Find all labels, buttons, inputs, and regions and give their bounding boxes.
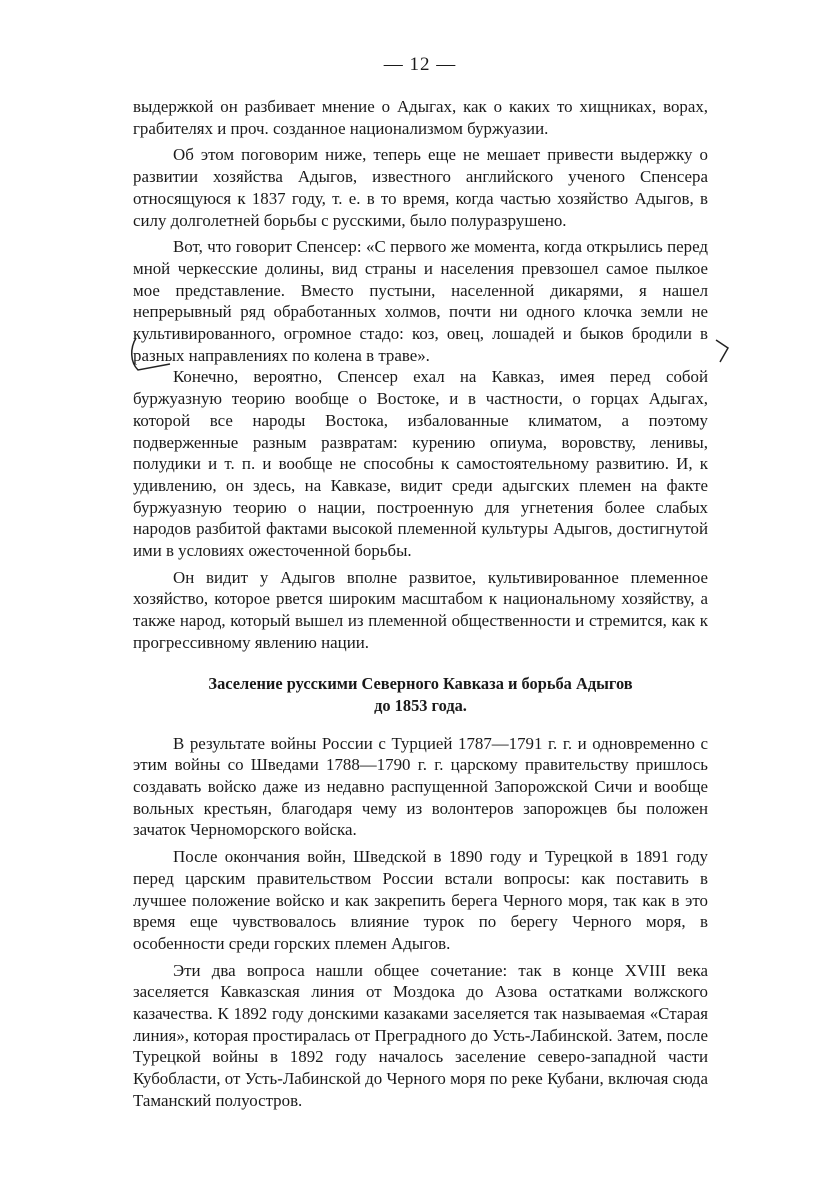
paragraph: Эти два вопроса нашли общее сочетание: так в конце XVIII века заселяется Кавказская линия от Моздока до Азова остатками волжского казачества. К 1892 году донскими казаками заселяется так называемая «Старая линия», которая простиралась от Преградного до Усть-Лабинской. Затем, после Турецкой войны в 1892 году началось заселение северо-западной части Кубобласти, от Усть-Лабинской до Черного моря по реке Кубани, включая сюда Таманский полуостров. [133, 960, 708, 1110]
section-heading [133, 673, 708, 717]
paragraph: Он видит у Адыгов вполне развитое, культивированное племенное хозяйство, которое рвется широким масштабом к национальному хозяйству, а также народ, который вышел из племенной общественности и стремится, как к прогрессивному явлению нации. [133, 567, 708, 652]
paragraph: В результате войны России с Турцией 1787—1791 г. г. и одновременно с этим войны со Шведами 1788—1790 г. г. царскому правительству пришлось создавать войско даже из недавно распущенной Запорожской Сичи и вообще вольных крестьян, благодаря чему из волонтеров запорожцев бы положен зачаток Черноморского войска. [133, 733, 708, 840]
body-text [133, 96, 708, 1112]
paragraph-spencer-quote: Вот, что говорит Спенсер: «С первого же момента, когда открылись перед мной черкесские долины, вид страны и населения превзошел самое пылкое мое представление. Вместо пустыни, населенной дикарями, я нашел непрерывный ряд обработанных холмов, почти ни одного клочка земли не культивированного, огромное стадо: коз, овец, лошадей и быков бродили в разных направлениях по колена в траве». [133, 237, 708, 365]
section-heading-line: Заселение русскими Северного Кавказа и борьба Адыгов [208, 673, 633, 693]
section-heading-line: до 1853 года. [374, 695, 467, 715]
paragraph: выдержкой он разбивает мнение о Адыгах, как о каких то хищниках, ворах, грабителях и проч. созданное национализмом буржуазии. [133, 97, 708, 138]
paragraph: После окончания войн, Шведской в 1890 году и Турецкой в 1891 году перед царским правительством России встали вопросы: как поставить в лучшее положение войско и как закрепить берега Черного моря, так как в это время еще чувствовалось влияние турок по берегу Черного моря, в особенности среди горских племен Адыгов. [133, 847, 708, 953]
paragraph: Конечно, вероятно, Спенсер ехал на Кавказ, имея перед собой буржуазную теорию вообще о Востоке, и в частности, о горцах Адыгах, которой все народы Востока, избалованные климатом, а поэтому подверженные разным развратам: курению опиума, воровству, ленивы, полудики и т. п. и вообще не способны к самостоятельному развитию. И, к удивлению, он здесь, на Кавказе, видит среди адыгских племен на факте буржуазную теорию о нации, построенную для угнетения более слабых народов разбитой фактами высокой племенной культуры Адыгов, достигнутой ими в условиях ожесточенной борьбы. [133, 367, 708, 561]
paragraph: Об этом поговорим ниже, теперь еще не мешает привести выдержку о развитии хозяйства Адыгов, известного английского ученого Спенсера относящуюся к 1837 году, т. е. в то время, когда частью хозяйство Адыгов, в силу долголетней борьбы с русскими, было полуразрушено. [133, 145, 708, 230]
page-number: — 12 — [383, 54, 457, 75]
